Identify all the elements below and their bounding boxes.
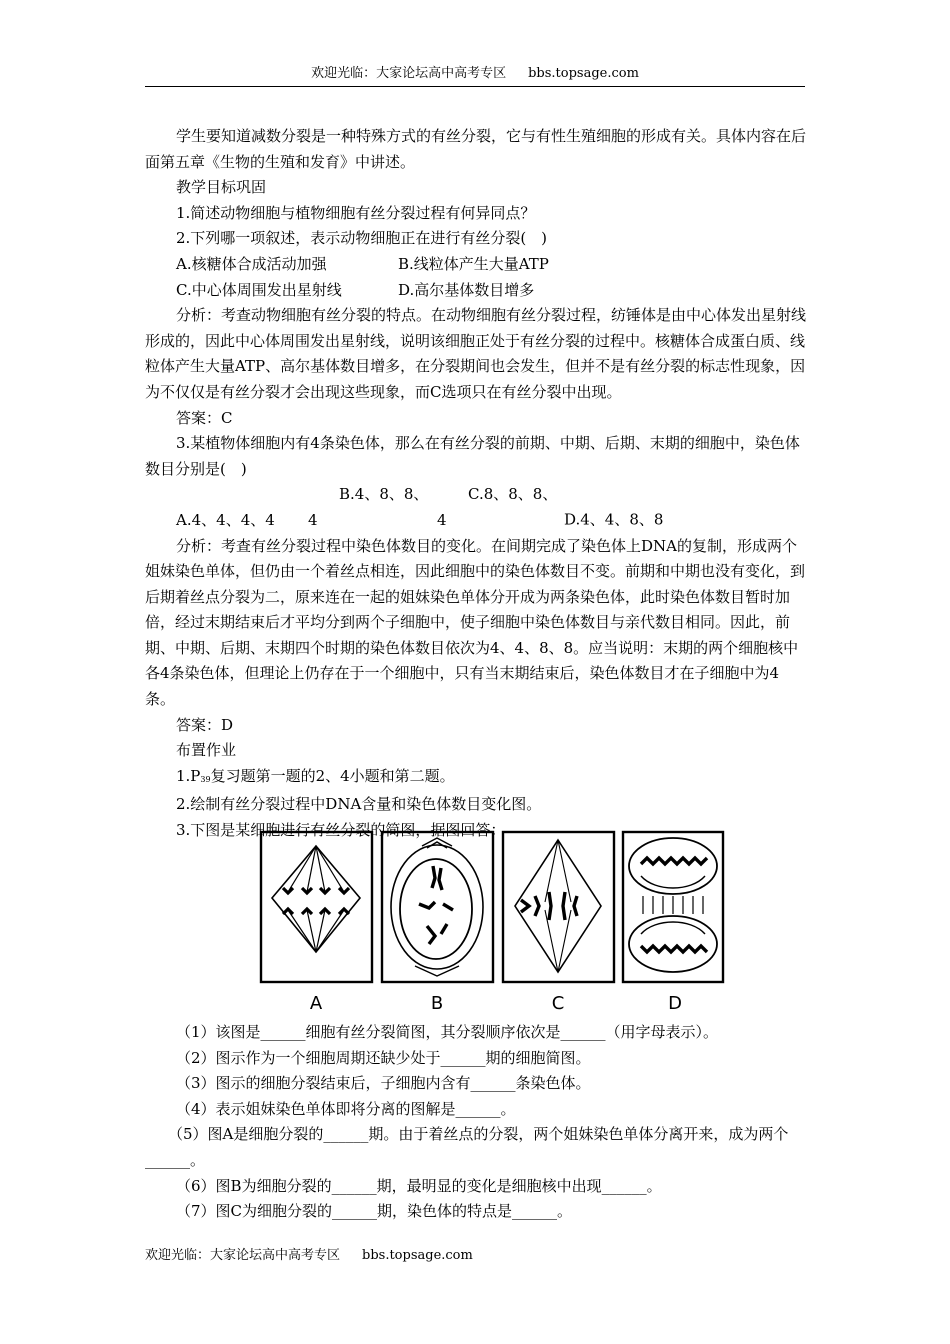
- figure-questions: [145, 1020, 807, 1225]
- figure-question-1: （1）该图是______细胞有丝分裂简图，其分裂顺序依次是______（用字母表示）。: [176, 1023, 719, 1041]
- question-2-options-row-1: [145, 252, 807, 278]
- question-3: 3.某植物体细胞内有4条染色体，那么在有丝分裂的前期、中期、后期、末期的细胞中，染色体数目分别是( ): [145, 434, 800, 478]
- question-3-answer: 答案：D: [176, 715, 234, 734]
- homework-1: $1.P_{39}$复习题第一题的2、4小题和第二题。: [176, 766, 455, 785]
- cell-c-drawing: [503, 832, 614, 982]
- figure-label-a: A: [309, 993, 323, 1014]
- figure-question-3: （3）图示的细胞分裂结束后，子细胞内含有______条染色体。: [176, 1074, 591, 1093]
- mitosis-diagram: [255, 826, 730, 1018]
- intro-paragraph: 学生要知道减数分裂是一种特殊方式的有丝分裂，它与有性生殖细胞的形成有关。具体内容在后面第五章《生物的生殖和发育》中讲述。: [145, 127, 807, 171]
- figure-question-4: （4）表示姐妹染色单体即将分离的图解是______。: [176, 1099, 516, 1118]
- figure-question-5: （5）图A是细胞分裂的______期。由于着丝点的分裂，两个姐妹染色单体分离开来，成为两个______。: [145, 1125, 789, 1169]
- header-site-name: 欢迎光临：大家论坛高中高考专区: [311, 66, 507, 81]
- header-site-url[interactable]: bbs.topsage.com: [528, 66, 639, 81]
- option-c: C.中心体周围发出星射线: [176, 280, 342, 299]
- question-2: 2.下列哪一项叙述，表示动物细胞正在进行有丝分裂( ): [176, 229, 548, 248]
- question-2-answer: 答案：C: [176, 408, 233, 427]
- homework-2: 2.绘制有丝分裂过程中DNA含量和染色体数目变化图。: [176, 795, 542, 814]
- question-1: 1.简述动物细胞与植物细胞有丝分裂过程有何异同点？: [176, 203, 536, 222]
- section-heading-homework: 布置作业: [176, 741, 237, 760]
- figure-label-c: C: [551, 993, 565, 1014]
- section-heading-consolidation: 教学目标巩固: [176, 178, 267, 197]
- question-2-options-row-2: [145, 278, 807, 304]
- question-2-analysis: 分析：考查动物细胞有丝分裂的特点。在动物细胞有丝分裂过程，纺锤体是由中心体发出星射线形成的，因此中心体周围发出星射线，说明该细胞正处于有丝分裂的过程中。核糖体合成蛋白质、线粒体产生大量ATP、高尔基体数目增多，在分裂期间也会发生，但并不是有丝分裂的标志性现象，因为不仅仅是有丝分裂才会出现这些现象，而C选项只在有丝分裂中出现。: [145, 306, 807, 401]
- option-c: C.8、8、8、4: [437, 485, 558, 529]
- footer-site-url[interactable]: bbs.topsage.com: [362, 1248, 473, 1263]
- page-footer: [145, 1246, 473, 1266]
- option-a: A.核糖体合成活动加强: [176, 254, 327, 273]
- option-a: A.4、4、4、4: [176, 510, 275, 529]
- question-3-analysis: 分析：考查有丝分裂过程中染色体数目的变化。在间期完成了染色体上DNA的复制，形成两个姐妹染色单体，但仍由一个着丝点相连，因此细胞中的染色体数目不变。前期和中期也没有变化，到后期着丝点分裂为二，原来连在一起的姐妹染色单体分开成为两条染色体，此时染色体数目暂时加倍，经过末期结束后才平均分到两个子细胞中，使子细胞中染色体数目与亲代数目相同。因此，前期、中期、后期、末期四个时期的染色体数目依次为4、4、8、8。应当说明：末期的两个细胞核中各4条染色体，但理论上仍存在于一个细胞中，只有当末期结束后，染色体数目才在子细胞中为4条。: [145, 536, 806, 709]
- cell-b-drawing: [382, 832, 493, 982]
- figure-question-7: （7）图C为细胞分裂的______期，染色体的特点是______。: [176, 1202, 573, 1221]
- main-content: [145, 124, 807, 844]
- figure-question-6: （6）图B为细胞分裂的______期，最明显的变化是细胞核中出现______。: [176, 1176, 662, 1195]
- option-b: B.4、8、8、4: [308, 485, 429, 529]
- option-b: B.线粒体产生大量ATP: [398, 254, 549, 273]
- homework-3: 3.下图是某细胞进行有丝分裂的简图，据图回答：: [176, 821, 506, 840]
- figure-question-2: （2）图示作为一个细胞周期还缺少处于______期的细胞简图。: [176, 1048, 591, 1067]
- mitosis-figure: [255, 826, 730, 1018]
- figure-label-b: B: [430, 993, 444, 1014]
- cell-a-drawing: [261, 832, 372, 982]
- option-d: D.4、4、8、8: [564, 510, 664, 529]
- header-rule: [145, 86, 805, 87]
- footer-site-name: 欢迎光临：大家论坛高中高考专区: [145, 1248, 341, 1263]
- option-d: D.高尔基体数目增多: [398, 280, 535, 299]
- cell-d-drawing: [623, 832, 723, 982]
- page-header: [145, 64, 805, 84]
- figure-label-d: D: [668, 993, 682, 1014]
- question-3-options: [145, 482, 807, 533]
